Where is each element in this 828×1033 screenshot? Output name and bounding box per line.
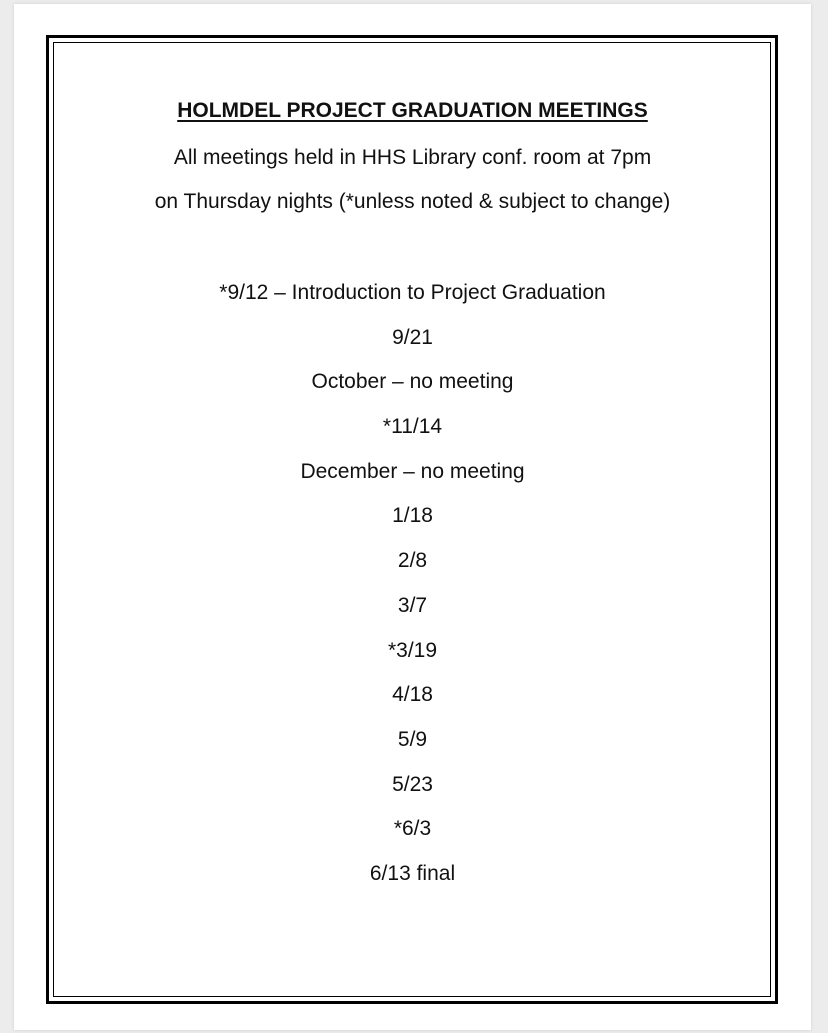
meeting-item: 6/13 final [369,861,456,885]
meeting-item: 4/18 [392,683,433,707]
meeting-item: *3/19 [387,638,438,662]
location-time-note: All meetings held in HHS Library conf. room at 7pm [173,146,652,169]
meeting-item: October – no meeting [311,370,514,394]
meeting-item: 9/21 [392,325,433,349]
meeting-item: December – no meeting [300,459,525,483]
page-border [46,35,778,1004]
meeting-item: 5/9 [397,727,428,751]
document-page [14,4,811,1030]
page-border-inner [53,42,771,997]
meeting-item: 2/8 [397,549,428,573]
meeting-item: 3/7 [397,593,428,617]
meeting-item: *11/14 [382,415,443,439]
meeting-item: *6/3 [393,817,432,841]
meeting-item: 5/23 [392,772,433,796]
document-title: HOLMDEL PROJECT GRADUATION MEETINGS [177,99,648,122]
meeting-item: 1/18 [392,504,433,528]
meeting-item: *9/12 – Introduction to Project Graduation [219,281,606,304]
schedule-note: on Thursday nights (*unless noted & subject to change) [154,190,671,213]
